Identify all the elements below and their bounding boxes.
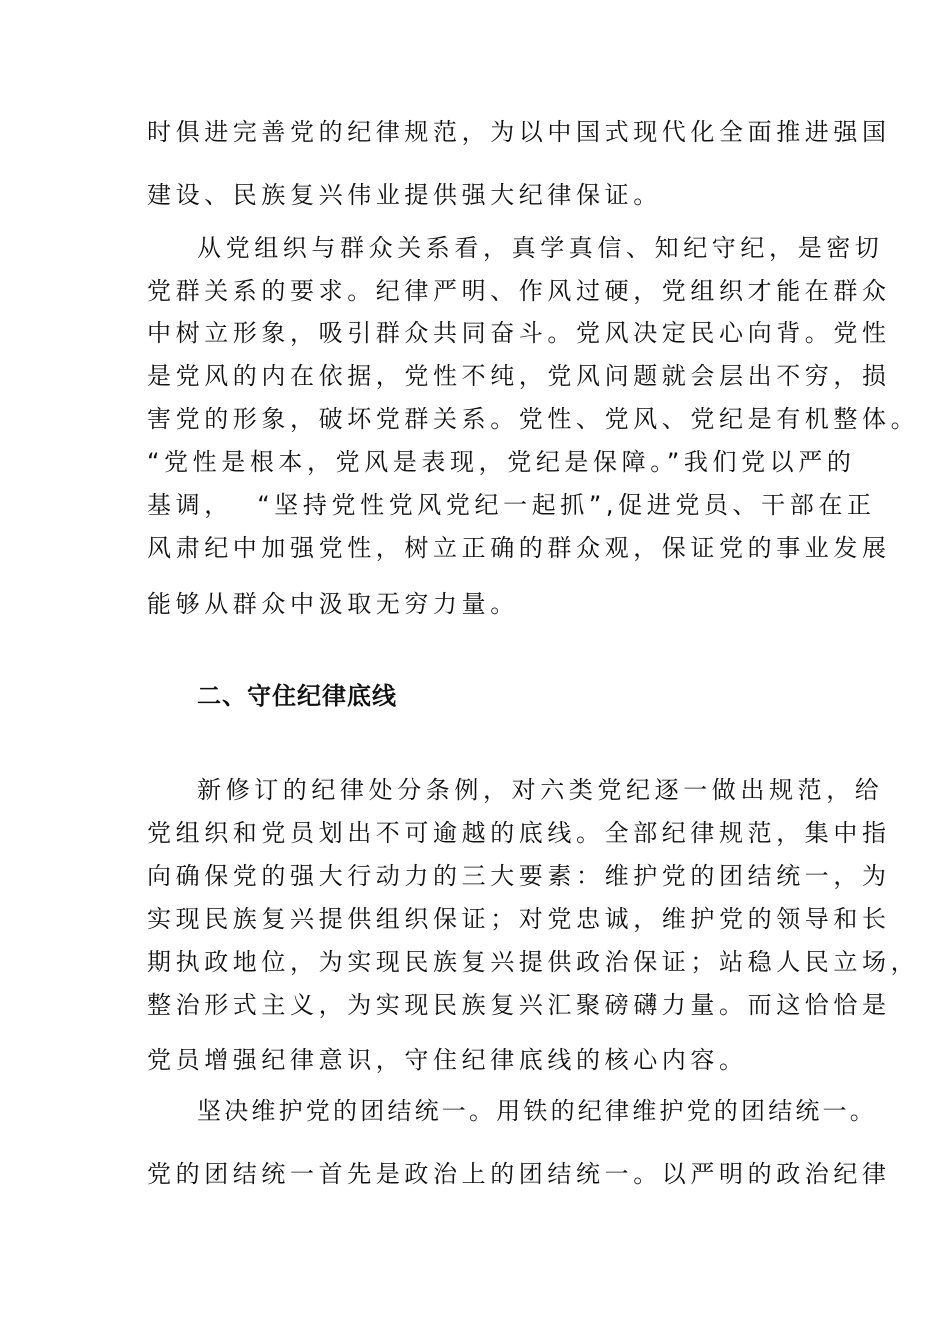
text-line: 害党的形象，破坏党群关系。党性、党风、党纪是有机整体。 [147, 405, 920, 433]
text-line: 基调， “坚持党性党风党纪一起抓”,促进党员、干部在正 [147, 491, 876, 519]
text-line: 新修订的纪律处分条例，对六类党纪逐一做出规范，给 [197, 776, 884, 804]
text-line: 坚决维护党的团结统一。用铁的纪律维护党的团结统一。 [197, 1097, 877, 1125]
text-line: 能够从群众中汲取无穷力量。 [147, 590, 519, 618]
text-line: 风肃纪中加强党性，树立正确的群众观，保证党的事业发展 [147, 534, 891, 562]
text-line: “党性是根本，党风是表现，党纪是保障。”我们党以严的 [147, 448, 856, 476]
text-line: 时俱进完善党的纪律规范，为以中国式现代化全面推进强国 [147, 118, 891, 146]
text-line: 党员增强纪律意识，守住纪律底线的核心内容。 [147, 1046, 748, 1074]
text-line: 党群关系的要求。纪律严明、作风过硬，党组织才能在群众 [147, 277, 891, 305]
text-line: 整治形式主义，为实现民族复兴汇聚磅礴力量。而这恰恰是 [147, 991, 891, 1019]
text-line: 期执政地位，为实现民族复兴提供政治保证；站稳人民立场， [147, 948, 920, 976]
text-line: 实现民族复兴提供组织保证；对党忠诚，维护党的领导和长 [147, 905, 891, 933]
text-line: 建设、民族复兴伟业提供强大纪律保证。 [147, 181, 662, 209]
text-line: 是党风的内在依据，党性不纯，党风问题就会层出不穷，损 [147, 362, 891, 390]
section-heading: 二、守住纪律底线 [197, 682, 397, 710]
text-line: 中树立形象，吸引群众共同奋斗。党风决定民心向背。党性 [147, 319, 891, 347]
text-line: 党的团结统一首先是政治上的团结统一。以严明的政治纪律 [147, 1160, 891, 1188]
text-line: 从党组织与群众关系看，真学真信、知纪守纪，是密切 [197, 234, 884, 262]
text-line: 党组织和党员划出不可逾越的底线。全部纪律规范，集中指 [147, 819, 891, 847]
text-line: 向确保党的强大行动力的三大要素：维护党的团结统一，为 [147, 862, 891, 890]
